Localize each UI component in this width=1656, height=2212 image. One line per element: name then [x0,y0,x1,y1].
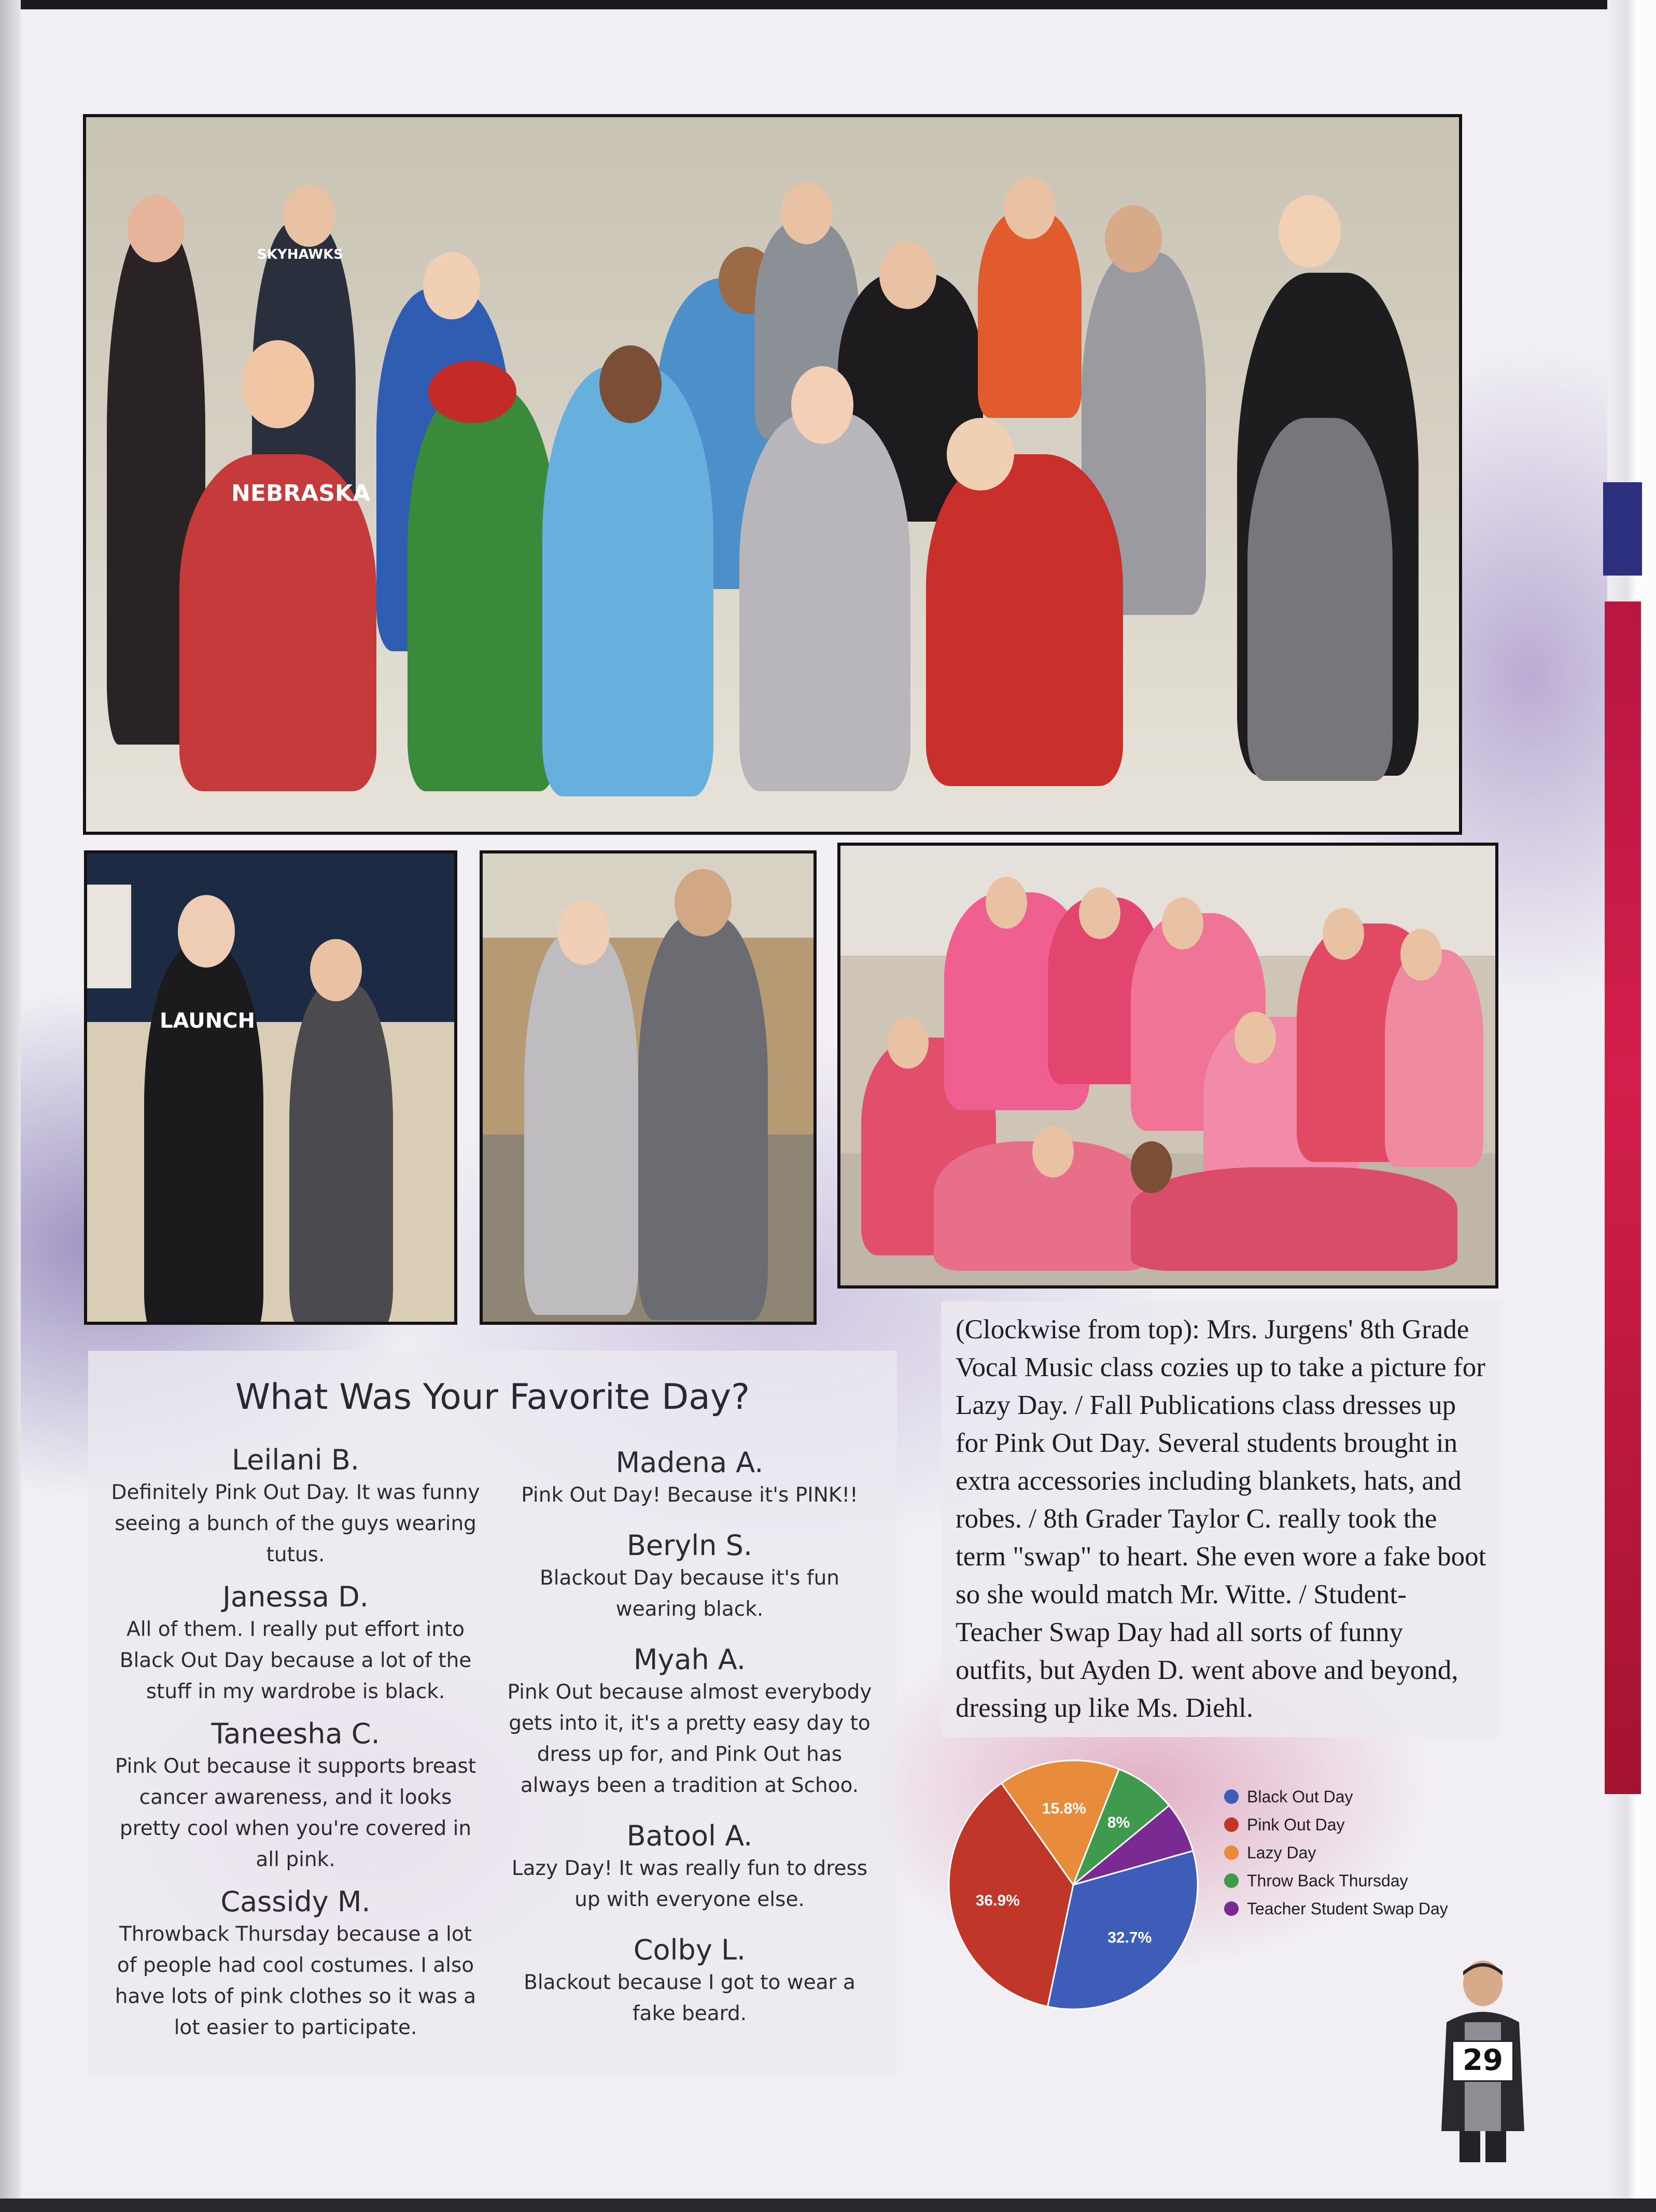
quote-item [503,1446,876,1511]
quote-text: All of them. I really put effort into Black Out Day because a lot of the stuff in my wardrobe is black. [119,1618,472,1703]
pie-value-label: 32.7% [1107,1929,1152,1947]
quote-text: Blackout because I got to wear a fake beard. [524,1971,855,2025]
quote-name: Colby L. [633,1934,746,1966]
quote-text: Blackout Day because it's fun wearing black. [539,1566,840,1621]
quote-name: Janessa D. [222,1580,369,1613]
scan-top-edge [0,0,1656,9]
legend-label: Teacher Student Swap Day [1247,1899,1448,1918]
quotes-right-column [503,1436,876,2047]
main-photo-shirt-text: NEBRASKA [231,480,371,507]
quote-text: Lazy Day! It was really fun to dress up with everyone else. [511,1857,868,1911]
lazy-day-group-photo [83,114,1462,835]
chart-legend [1224,1787,1448,1918]
quote-name: Beryln S. [626,1529,753,1562]
photo-caption-panel [941,1301,1501,1737]
quote-name: Leilani B. [231,1444,360,1476]
favorite-day-quotes-panel [88,1351,897,2074]
legend-swatch [1224,1817,1239,1832]
quote-text: Pink Out because it supports breast cancer awareness, and it looks pretty cool when you're covered in all pink. [115,1755,476,1871]
scan-bottom-edge [0,2199,1656,2212]
pie-value-label: 36.9% [975,1892,1020,1910]
quotes-title: What Was Your Favorite Day? [235,1377,750,1418]
quote-name: Batool A. [626,1819,753,1852]
quote-item [109,1443,482,1571]
quote-name: Madena A. [615,1446,764,1479]
legend-swatch [1224,1901,1239,1916]
quote-text: Definitely Pink Out Day. It was funny seeing a bunch of the guys wearing tutus. [111,1481,480,1566]
photo-caption: (Clockwise from top): Mrs. Jurgens' 8th Grade Vocal Music class cozies up to take a picture for Lazy Day. / Fall Publications class dresses up for Pink Out Day. Several students brought in extra accessories including blankets, hats, and robes. / 8th Grader Taylor C. really took the term "swap" to heart. She even wore a fake boot so she would match Mr. Witte. / Student-Teacher Swap Day had all sorts of funny outfits, but Ayden D. went above and beyond, dressing up like Ms. Diehl. [956,1314,1486,1723]
legend-label: Throw Back Thursday [1247,1871,1408,1890]
quote-item [109,1580,482,1707]
quote-name: Taneesha C. [211,1717,380,1750]
binding-left-edge [0,0,21,2212]
quote-text: Pink Out because almost everybody gets into it, it's a pretty easy day to dress up for, and Pink Out has always been a tradition at Schoo. [507,1681,872,1797]
quote-text: Pink Out Day! Because it's PINK!! [521,1483,858,1507]
quote-text: Throwback Thursday because a lot of people had cool costumes. I also have lots of pink clothes so it was a lot easier to participate. [115,1923,476,2039]
quotes-left-column [109,1434,482,2051]
quote-name: Cassidy M. [220,1885,371,1918]
legend-swatch [1224,1873,1239,1888]
pie-slices [949,1760,1198,2009]
legend-label: Pink Out Day [1247,1815,1345,1834]
left-photo-shirt-text: LAUNCH [160,1009,256,1033]
legend-swatch [1224,1845,1239,1860]
quote-item [503,1933,876,2029]
quote-name: Myah A. [633,1643,746,1676]
legend-label: Black Out Day [1247,1787,1353,1806]
page-edge-blue-strip [1603,482,1642,576]
favorite-day-pie-chart [938,1747,1498,2038]
quote-item [503,1819,876,1915]
legend-label: Lazy Day [1247,1843,1316,1862]
pie-value-label: 8% [1107,1814,1130,1831]
legend-swatch [1224,1789,1239,1804]
student-teacher-swap-day-photo [480,850,817,1325]
quote-item [503,1529,876,1625]
page-edge-red-strip [1605,601,1641,1794]
black-out-day-photo [84,850,457,1325]
pie-value-label: 15.8% [1042,1800,1086,1817]
quote-item [109,1717,482,1875]
quote-item [503,1643,876,1801]
quote-item [109,1885,482,2043]
page-number: 29 [1452,2040,1514,2082]
hoodie-text: SKYHAWKS [257,247,343,262]
pink-out-day-photo [837,843,1498,1289]
